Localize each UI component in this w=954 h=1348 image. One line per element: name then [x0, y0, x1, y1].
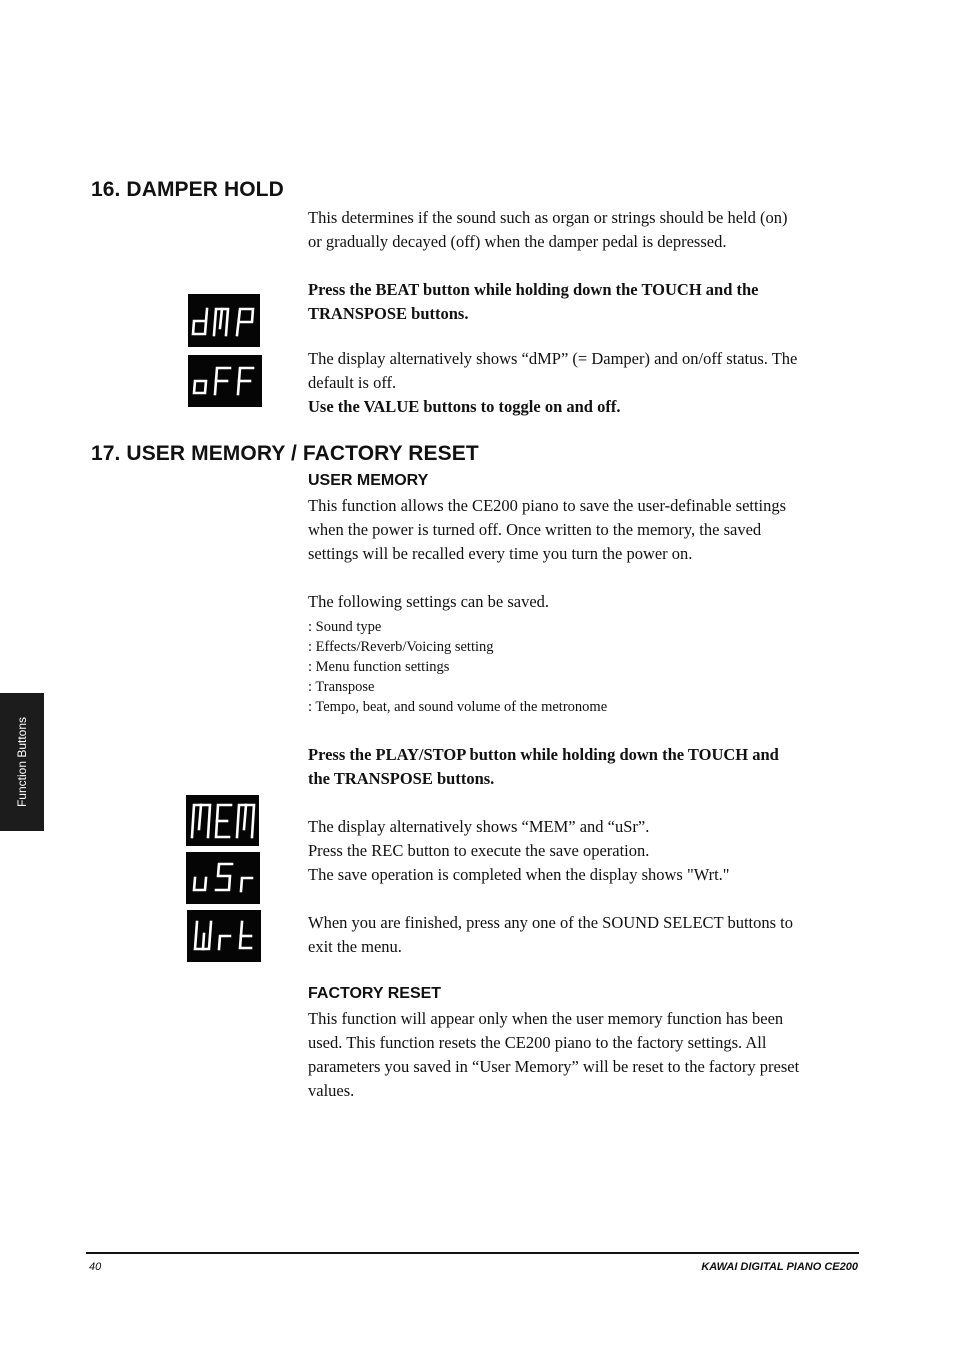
display-off	[188, 355, 262, 407]
display-wrt	[187, 910, 261, 962]
footer-title: KAWAI DIGITAL PIANO CE200	[701, 1261, 858, 1273]
damper-hold-toggle-note: Use the VALUE buttons to toggle on and off.	[308, 397, 621, 416]
user-memory-intro: This function allows the CE200 piano to save the user-definable settings when the power is turned off. Once written to the memory, the saved settings will be recalled every time you turn the power on.	[308, 496, 787, 563]
factory-reset-subheading: FACTORY RESET	[308, 985, 442, 1002]
display-mem	[186, 795, 259, 846]
display-usr	[186, 852, 260, 904]
saved-settings-list	[308, 617, 860, 717]
factory-reset-text: This function will appear only when the user memory function has been used. This function resets the CE200 piano to the factory settings. All parameters you saved in “User Memory” will be reset to the factory preset values.	[308, 1009, 800, 1100]
side-tab	[0, 693, 44, 831]
damper-hold-intro: This determines if the sound such as organ or strings should be held (on) or gradually decayed (off) when the damper pedal is depressed.	[308, 208, 788, 251]
display-dmp	[188, 294, 260, 347]
damper-hold-heading: 16. DAMPER HOLD	[91, 178, 284, 201]
user-memory-finish: When you are finished, press any one of the SOUND SELECT buttons to exit the menu.	[308, 913, 793, 956]
list-item: : Tempo, beat, and sound volume of the metronome	[308, 699, 608, 715]
list-item: : Sound type	[308, 619, 382, 635]
damper-hold-display-note: The display alternatively shows “dMP” (= Damper) and on/off status. The default is off. Use the VALUE buttons to toggle on and off.	[308, 347, 860, 419]
list-item: : Menu function settings	[308, 659, 450, 675]
damper-hold-instruction: Press the BEAT button while holding down the TOUCH and the TRANSPOSE buttons.	[308, 280, 759, 323]
page-number: 40	[89, 1261, 102, 1273]
user-memory-subheading: USER MEMORY	[308, 472, 429, 489]
saved-settings-intro: The following settings can be saved.	[308, 592, 550, 611]
user-memory-instruction: Press the PLAY/STOP button while holding down the TOUCH and the TRANSPOSE buttons.	[308, 745, 779, 788]
list-item: : Transpose	[308, 679, 375, 695]
list-item: : Effects/Reverb/Voicing setting	[308, 639, 494, 655]
user-memory-heading: 17. USER MEMORY / FACTORY RESET	[91, 442, 479, 465]
footer-rule	[86, 1252, 859, 1254]
side-tab-label: Function Buttons	[15, 716, 29, 808]
user-memory-steps: The display alternatively shows “MEM” and “uSr”. Press the REC button to execute the save operation. The save operation is completed when the display shows "Wrt."	[308, 817, 730, 884]
